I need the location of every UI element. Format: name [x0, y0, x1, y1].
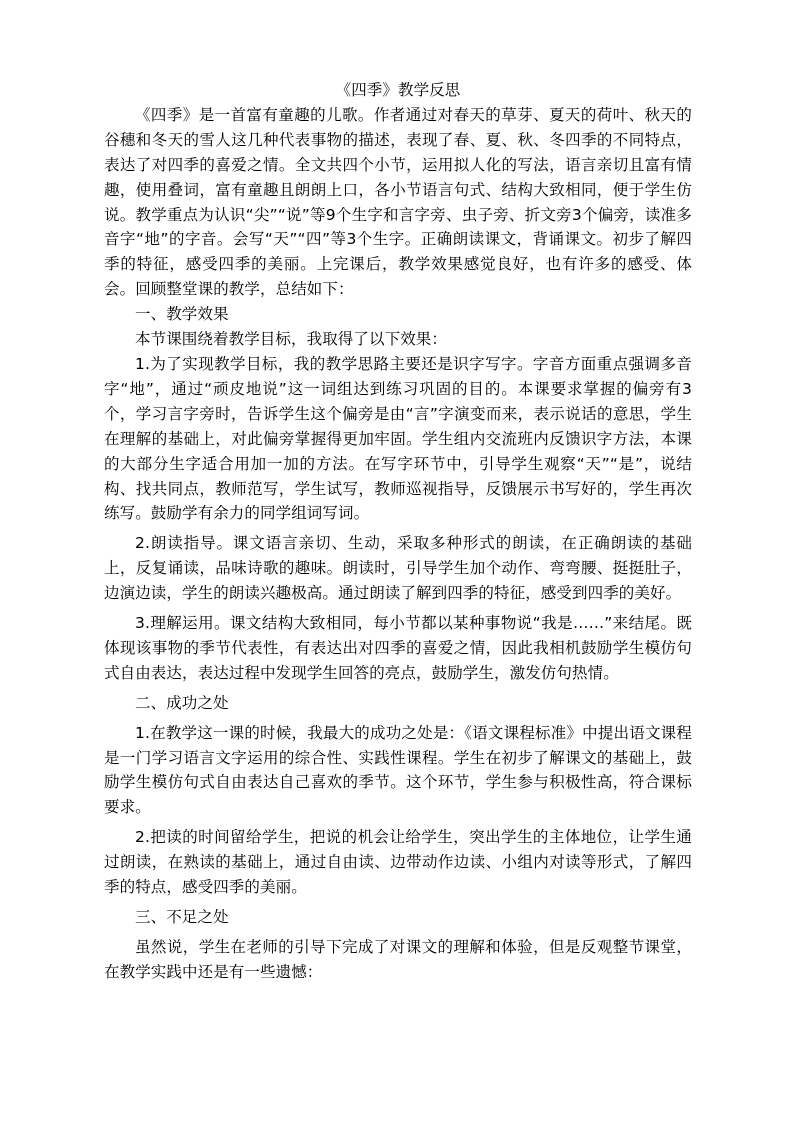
section-lead-shortcomings: 虽然说，学生在老师的引导下完成了对课文的理解和体验，但是反观整节课堂，在教学实践中还是有一些遗憾：: [104, 937, 692, 981]
intro-paragraph: 《四季》是一首富有童趣的儿歌。作者通过对春天的草芽、夏天的荷叶、秋天的谷穗和冬天的雪人这几种代表事物的描述，表现了春、夏、秋、冬四季的不同特点，表达了对四季的喜爱之情。全文共四个小节，运用拟人化的写法，语言亲切且富有情趣，使用叠词，富有童趣且朗朗上口，各小节语言句式、结构大致相同，便于学生仿说。教学重点为认识“尖”“说”等9个生字和言字旁、虫子旁、折文旁3个偏旁，读准多音字“地”的字音。会写“天”“四”等3个生字。正确朗读课文，背诵课文。初步了解四季的特征，感受四季的美丽。上完课后，教学效果感觉良好，也有许多的感受、体会。回顾整堂课的教学，总结如下：: [104, 105, 692, 299]
document-page: [104, 78, 692, 985]
success-item-student-centered: 2.把读的时间留给学生，把说的机会让给学生，突出学生的主体地位，让学生通过朗读，在熟读的基础上，通过自由读、边带动作边读、小组内对读等形式，了解四季的特点，感受四季的美丽。: [104, 828, 692, 897]
effect-item-comprehension: 3.理解运用。课文结构大致相同，每小节都以某种事物说“我是……”来结尾。既体现该事物的季节代表性，有表达出对四季的喜爱之情，因此我相机鼓励学生模仿句式自由表达，表达过程中发现学生回答的亮点，鼓励学生，激发仿句热情。: [104, 614, 692, 682]
section-heading-teaching-effect: 一、教学效果: [135, 305, 229, 324]
section-heading-successes: 二、成功之处: [135, 693, 229, 712]
success-item-curriculum: 1.在教学这一课的时候，我最大的成功之处是：《语文课程标准》中提出语文课程是一门学习语言文字运用的综合性、实践性课程。学生在初步了解课文的基础上，鼓励学生模仿句式自由表达自己喜欢的季节。这个环节，学生参与积极性高，符合课标要求。: [104, 723, 692, 817]
document-title: 《四季》教学反思: [335, 81, 461, 99]
effect-item-reading-guidance: 2.朗读指导。课文语言亲切、生动，采取多种形式的朗读，在正确朗读的基础上，反复诵读，品味诗歌的趣味。朗读时，引导学生加个动作、弯弯腰、挺挺肚子，边演边读，学生的朗读兴趣极高。通过朗读了解到四季的特征，感受到四季的美好。: [104, 534, 692, 603]
section-lead-teaching-effect: 本节课围绕着教学目标，我取得了以下效果：: [135, 330, 448, 349]
effect-item-literacy: 1.为了实现教学目标，我的教学思路主要还是识字写字。字音方面重点强调多音字“地”，通过“顽皮地说”这一词组达到练习巩固的目的。本课要求掌握的偏旁有3个，学习言字旁时，告诉学生这个偏旁是由“言”字演变而来，表示说话的意思，学生在理解的基础上，对此偏旁掌握得更加牢固。学生组内交流班内反馈识字方法，本课的大部分生字适合用加一加的方法。在写字环节中，引导学生观察“天”“是”，说结构、找共同点，教师范写，学生试写，教师巡视指导，反馈展示书写好的，学生再次练写。鼓励学有余力的同学组词写词。: [104, 354, 692, 523]
section-heading-shortcomings: 三、不足之处: [135, 908, 229, 926]
